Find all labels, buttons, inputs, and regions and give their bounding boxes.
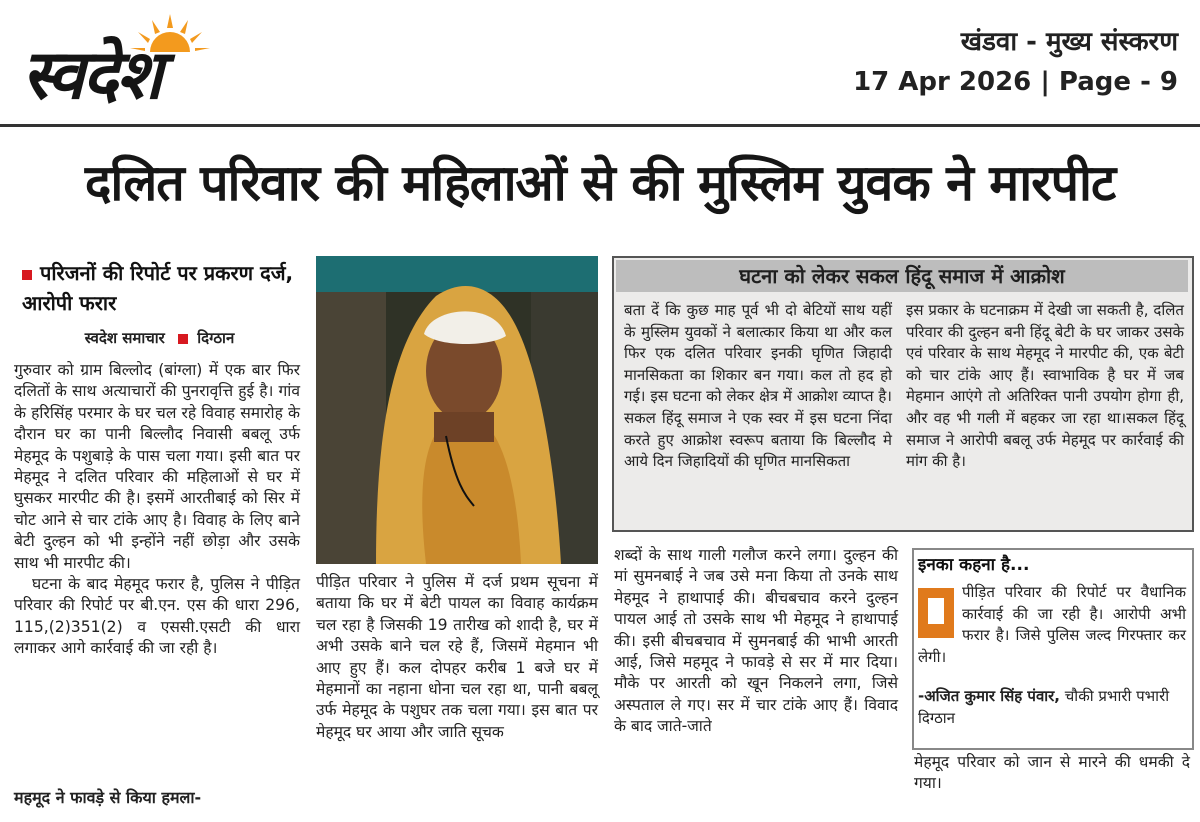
- byline-agency: स्वदेश समाचार: [84, 329, 165, 347]
- article-column-4: [914, 752, 1190, 795]
- red-square-icon: [178, 334, 188, 344]
- main-headline: दलित परिवार की महिलाओं से की मुस्लिम युवक ने मारपीट: [84, 154, 1116, 212]
- paragraph: मेहमूद परिवार को जान से मारने की धमकी दे गया।: [914, 753, 1190, 793]
- highlight-box-title: घटना को लेकर सकल हिंदू समाज में आक्रोश: [616, 260, 1188, 292]
- quote-signature: [918, 686, 1186, 729]
- edition-info: [853, 22, 1178, 102]
- quote-body: पीड़ित परिवार की रिपोर्ट पर वैधानिक कार्रवाई की जा रही है। आरोपी अभी फरार है। जिसे पुलिस जल्द गिरफ्तार कर लेगी।: [918, 583, 1186, 666]
- byline: [22, 328, 297, 348]
- paragraph: बता दें कि कुछ माह पूर्व भी दो बेटियों साथ यहीं के मुस्लिम युवकों ने बलात्कार किया था और कल फिर एक दलित परिवार इनकी घृणित जिहादी मानसिकता का शिकार बन गया। कल तो हद हो गई। इस घटना को लेकर क्षेत्र में आक्रोश व्याप्त है। सकल हिंदू समाज ने एक स्वर में इस घटना निंदा करते हुए आक्रोश स्वरूप बताया कि बिल्लौद मे आये दिन जिहादियों की घृणित मानसिकता: [624, 301, 892, 471]
- story-kicker: [22, 258, 297, 318]
- paragraph: शब्दों के साथ गाली गलौज करने लगा। दुल्हन की मां सुमनबाई ने जब उसे मना किया तो उनके साथ मेहमूद ने हाथापाई की। बीचबचाव करने दुल्हन पायल आई तो उसके साथ भी मेहमूद ने हाथापाई की। इसी बीचबचाव में सुमनबाई की भाभी आरती आई, जिसे महमूद ने फावड़े से सर में मार दिया। मौके पर आरती को खून निकलने लगा, जिसे अस्पताल ले गए। सर में चार टांके आए हैं। विवाद के बाद जाते-जाते: [614, 546, 898, 736]
- quote-box-title: इनका कहना है...: [918, 555, 1030, 575]
- paragraph: इस प्रकार के घटनाक्रम में देखी जा सकती है, दलित परिवार की दुल्हन बनी हिंदू बेटी के घर जाकर उसके एवं परिवार के साथ मेहमूद ने मारपीट की, एक बेटी को चार टांके आए हैं। स्वाभाविक है घर में जब मेहमान आएंगे तो अतिरिक्त पानी उपयोग होगा ही, और वह भी गली में बहकर जा रहा था।सकल हिंदू समाज ने आरोपी बबलू उर्फ मेहमूद पर कार्रवाई की मांग की है।: [906, 301, 1184, 471]
- edition-name: खंडवा - मुख्य संस्करण: [960, 27, 1178, 57]
- quote-text: [918, 582, 1186, 668]
- quote-designation: चौकी प्रभारी पभारी दिग्ठान: [918, 687, 1170, 727]
- quote-name: -अजित कुमार सिंह पंवार,: [918, 687, 1060, 705]
- paragraph: गुरुवार को ग्राम बिल्लोद (बांग्ला) में एक बार फिर दलितों के साथ अत्याचारों की पुनरावृत्ति हुई है। गांव के हरिसिंह परमार के घर चल रहे विवाह समारोह के दौरान घर का पानी बिल्लौद निवासी बबलू उर्फ मेहमूद के पशुबाड़े के पास चला गया। इसी बात पर मेहमूद ने दलित परिवार की महिलाओं से घर में घुसकर मारपीट की है। इसमें आरतीबाई को सिर में चोट आने से चार टांके आए है। विवाह के लिए बाने बेटी दुल्हन को भी इन्होंने नहीं छोड़ा और उसके साथ भी मारपीट की।: [14, 361, 300, 572]
- victim-photo: [316, 256, 598, 564]
- highlight-box-column-1: [624, 300, 892, 473]
- paragraph: पीड़ित परिवार ने पुलिस में दर्ज प्रथम सूचना में बताया कि घर में बेटी पायल का विवाह कार्यक्रम चल रहा है जिसकी 19 तारीख को शादी है, घर में अभी उसके बाने चल रहे हैं, जिसमें मेहमान भी आए हुए हैं। कल दोपहर करीब 1 बजे घर में मेहमानों का नहाना धोना चल रहा था, पानी बबलू उर्फ मेहमूद के पशुघर तक चला गया। इस बात पर मेहमूद घर आया और जाति सूचक: [316, 573, 598, 741]
- photo-illustration: [316, 256, 598, 564]
- sub-heading: महमूद ने फावड़े से किया हमला-: [14, 788, 202, 807]
- date-page: 17 Apr 2026 | Page - 9: [853, 67, 1178, 97]
- highlight-box-column-2: [906, 300, 1184, 473]
- article-column-1: [14, 360, 300, 660]
- article-column-3: [614, 545, 898, 738]
- logo-wordmark: स्वदेश: [22, 36, 161, 115]
- red-square-icon: [22, 270, 32, 280]
- byline-place: दिग्ठान: [197, 329, 235, 347]
- newspaper-logo: [22, 10, 302, 120]
- article-column-2: [316, 572, 598, 743]
- kicker-text: परिजनों की रिपोर्ट पर प्रकरण दर्ज, आरोपी फरार: [22, 261, 294, 315]
- masthead-divider: [0, 124, 1200, 127]
- paragraph: घटना के बाद मेहमूद फरार है, पुलिस ने पीड़ित परिवार की रिपोर्ट पर बी.एन. एस की धारा 296, 115,(2)351(2) व एससी.एसटी की धारा लगाकर आगे कार्रवाई की जा रही है।: [14, 575, 300, 658]
